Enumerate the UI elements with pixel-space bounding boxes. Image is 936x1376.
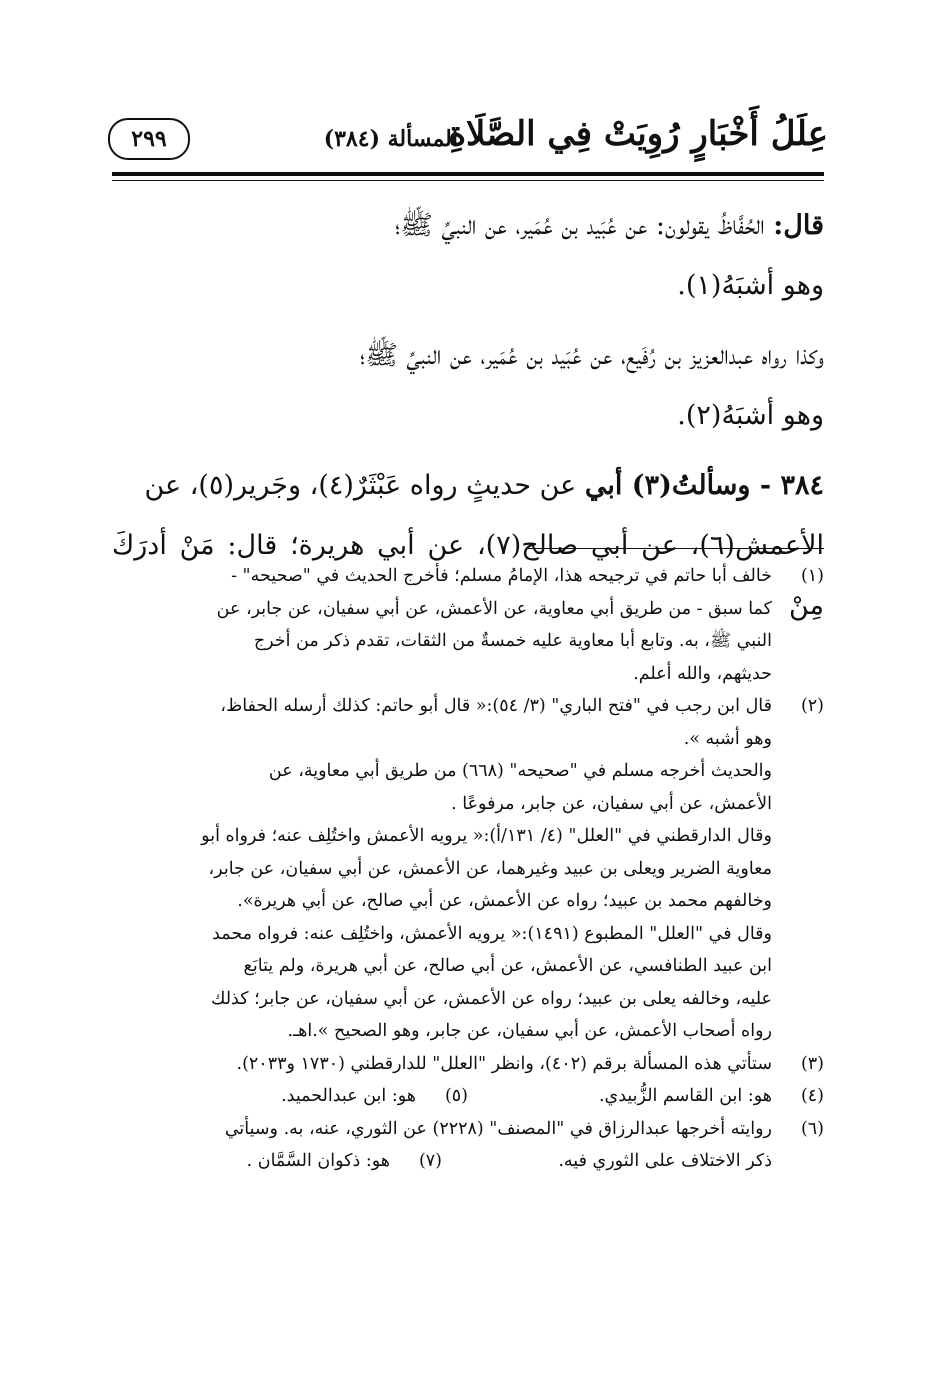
footnote-4 [468,1080,824,1113]
paragraph-2 [112,326,824,446]
paragraph-3-line-2: الأعمش(٦)، عن أبي صالح(٧)، عن أبي هريرة؛ قال: مَنْ أدرَكَ مِنْ [112,530,824,621]
book-title: عِلَلُ أَخْبَارٍ رُوِيَتْ فِي الصَّلَاةِ [448,114,828,154]
footnote-7 [112,1145,442,1178]
footnote-line: ابن عبيد الطنافسي، عن الأعمش، عن أبي صالح، عن أبي هريرة، ولم يتابَع [243,956,772,976]
footnote-6 [112,1113,824,1178]
footnote-line: النبي ﷺ، به. وتابع أبا معاوية عليه خمسةٌ من الثقات، تقدم ذكر من أخرج [253,631,772,651]
footnote-line: كما سبق - من طريق أبي معاوية، عن الأعمش، عن أبي سفيان، عن جابر، عن [216,598,772,619]
footnote-line: وخالفهم محمد بن عبيد؛ رواه عن الأعمش، عن أبي صالح، عن أبي هريرة». [237,891,772,911]
page-header [108,108,828,170]
footnote-line: حديثهم، والله أعلم. [633,663,772,684]
footnote-number: (٦) [800,1118,824,1139]
footnote-6-7-row [112,1145,772,1178]
footnote-number: (٥) [444,1086,468,1106]
footnote-line: وقال الدارقطني في "العلل" (٤/ ١٣١/أ):« يرويه الأعمش واختُلِف عنه؛ فرواه أبو [201,826,772,846]
footnotes [112,560,824,1178]
footnote-5 [112,1080,468,1113]
paragraph-1-line-2: وهو أشبَهُ(١). [677,270,824,301]
issue-label: المسألة (٣٨٤) [323,126,458,152]
paragraph-1-line-1 [112,196,824,256]
paragraph-1-text: الحُفَّاظُ يقولون: عن عُبَيد بن عُمَير، عن النبيِّ ﷺ؛ [394,210,774,241]
footnote-number: (٤) [800,1086,824,1106]
footnote-line: هو: ابن القاسم الزُّبيدي. [598,1086,772,1106]
header-rule-thick [112,172,824,176]
paragraph-1-lead: قال: [773,210,824,241]
footnote-6-end: ذكر الاختلاف على الثوري فيه. [558,1151,772,1171]
footnote-line: وهو أشبه ». [683,728,772,749]
paragraph-2-line-2: وهو أشبَهُ(٢). [677,400,824,431]
paragraph-3-line-1 [112,456,824,516]
footnote-1 [112,560,824,690]
footnotes-4-5 [112,1080,824,1113]
footnote-number: (١) [800,566,824,586]
footnote-number: (٣) [800,1053,824,1074]
footnote-line: روايته أخرجها عبدالرزاق في "المصنف" (٢٢٢٨) عن الثوري، عنه، به. وسيأتي [224,1118,772,1139]
footnote-line: هو: ابن عبدالحميد. [281,1086,416,1106]
footnote-line: قال ابن رجب في "فتح الباري" (٣/ ٥٤):« قال أبو حاتم: كذلك أرسله الحفاظ، [220,696,772,716]
footnote-line: الأعمش، عن أبي سفيان، عن جابر، مرفوعًا . [451,793,772,814]
paragraph-3-text: عن حديثٍ رواه عَبْثَرٌ(٤)، وجَرير(٥)، عن [144,470,585,501]
footnote-line: ستأتي هذه المسألة برقم (٤٠٢)، وانظر "العلل" للدارقطني (١٧٣٠ و٢٠٣٣). [236,1053,772,1074]
footnote-line: معاوية الضرير ويعلى بن عبيد وغيرهما، عن الأعمش، عن أبي سفيان، عن جابر، [208,858,772,879]
header-rule-thin [112,180,824,181]
footnote-line: عليه، وخالفه يعلى بن عبيد؛ رواه عن الأعمش، عن أبي سفيان، عن جابر؛ كذلك [210,988,772,1009]
paragraph-2-line-1: وكذا رواه عبدالعزيز بن رُفَيع، عن عُبَيد بن عُمَير، عن النبيِّ ﷺ؛ [359,340,824,371]
footnote-number: (٧) [418,1151,442,1171]
footnote-line: هو: ذكوان السَّمَّان . [246,1151,390,1171]
footnote-2 [112,690,824,1048]
footnote-number: (٢) [800,696,824,716]
footnote-separator [528,548,824,549]
footnote-line: خالف أبا حاتم في ترجيحه هذا، الإمامُ مسلم؛ فأخرج الحديث في "صحيحه" - [231,566,772,586]
issue-heading: ٣٨٤ - وسألتُ(٣) أبي [584,470,824,501]
footnote-line: رواه أصحاب الأعمش، عن أبي سفيان، عن جابر، وهو الصحيح ».اهـ. [287,1021,772,1041]
paragraph-1 [112,196,824,316]
footnote-line: والحديث أخرجه مسلم في "صحيحه" (٦٦٨) من طريق أبي معاوية، عن [268,761,772,781]
page-number: ٢٩٩ [108,118,190,160]
footnote-line: وقال في "العلل" المطبوع (١٤٩١):« يرويه الأعمش، واختُلِف عنه: فرواه محمد [212,923,772,944]
footnote-3 [112,1048,824,1081]
